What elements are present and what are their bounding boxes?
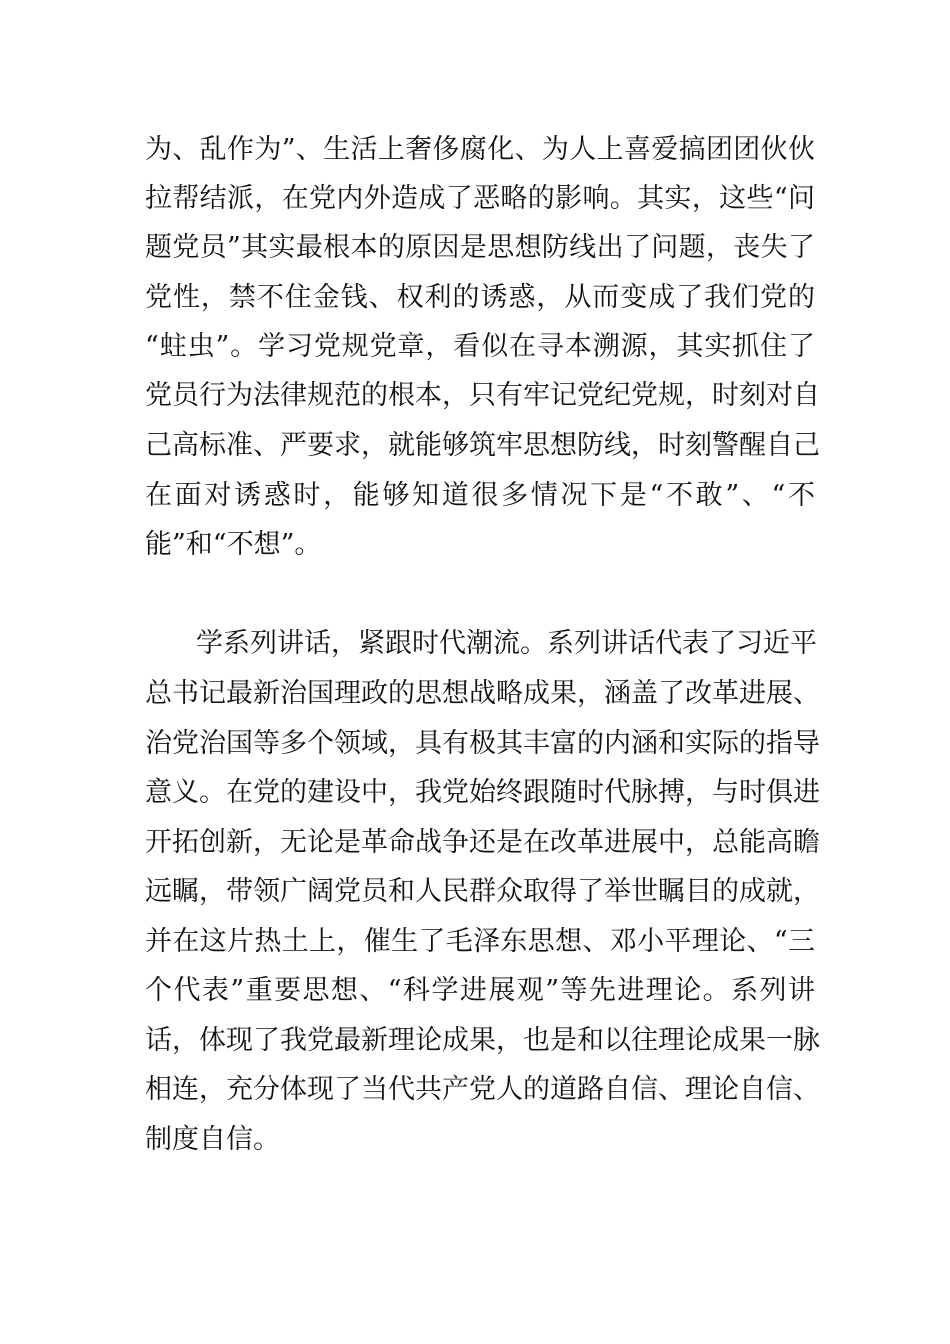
paragraph-line: 远瞩，带领广阔党员和人民群众取得了举世瞩目的成就， [145,876,820,907]
paragraph-line: 并在这片热土上，催生了毛泽东思想、邓小平理论、“三 [145,926,815,957]
paragraph-line: 相连，充分体现了当代共产党人的道路自信、理论自信、 [145,1074,820,1105]
paragraph-line: 能”和“不想”。 [145,529,322,560]
paragraph-line: 话，体现了我党最新理论成果，也是和以往理论成果一脉 [145,1025,820,1056]
paragraph-line: 个代表”重要思想、“科学进展观”等先进理论。系列讲 [145,975,815,1006]
paragraph-line: 在面对诱惑时，能够知道很多情况下是“不敢”、“不 [145,480,815,511]
paragraph-line: “蛀虫”。学习党规党章，看似在寻本溯源，其实抓住了 [145,331,815,362]
paragraph-line: 学系列讲话，紧跟时代潮流。系列讲话代表了习近平 [196,628,817,659]
paragraph-line: 党性，禁不住金钱、权利的诱惑，从而变成了我们党的 [145,282,815,313]
paragraph-line: 己高标准、严要求，就能够筑牢思想防线，时刻警醒自己 [145,430,820,461]
paragraph-line: 为、乱作为”、生活上奢侈腐化、为人上喜爱搞团团伙伙 [145,134,815,165]
paragraph-line: 拉帮结派，在党内外造成了恶略的影响。其实，这些“问 [145,183,815,214]
paragraph-line: 开拓创新，无论是革命战争还是在改革进展中，总能高瞻 [145,827,820,858]
paragraph-line: 题党员”其实最根本的原因是思想防线出了问题，丧失了 [145,232,815,263]
paragraph-line: 总书记最新治国理政的思想战略成果，涵盖了改革进展、 [145,678,820,709]
paragraph-line: 党员行为法律规范的根本，只有牢记党纪党规，时刻对自 [145,380,820,411]
paragraph-line: 制度自信。 [145,1124,280,1155]
paragraph-line: 治党治国等多个领域，具有极其丰富的内涵和实际的指导 [145,728,820,759]
paragraph-line: 意义。在党的建设中，我党始终跟随时代脉搏，与时俱进 [145,777,820,808]
